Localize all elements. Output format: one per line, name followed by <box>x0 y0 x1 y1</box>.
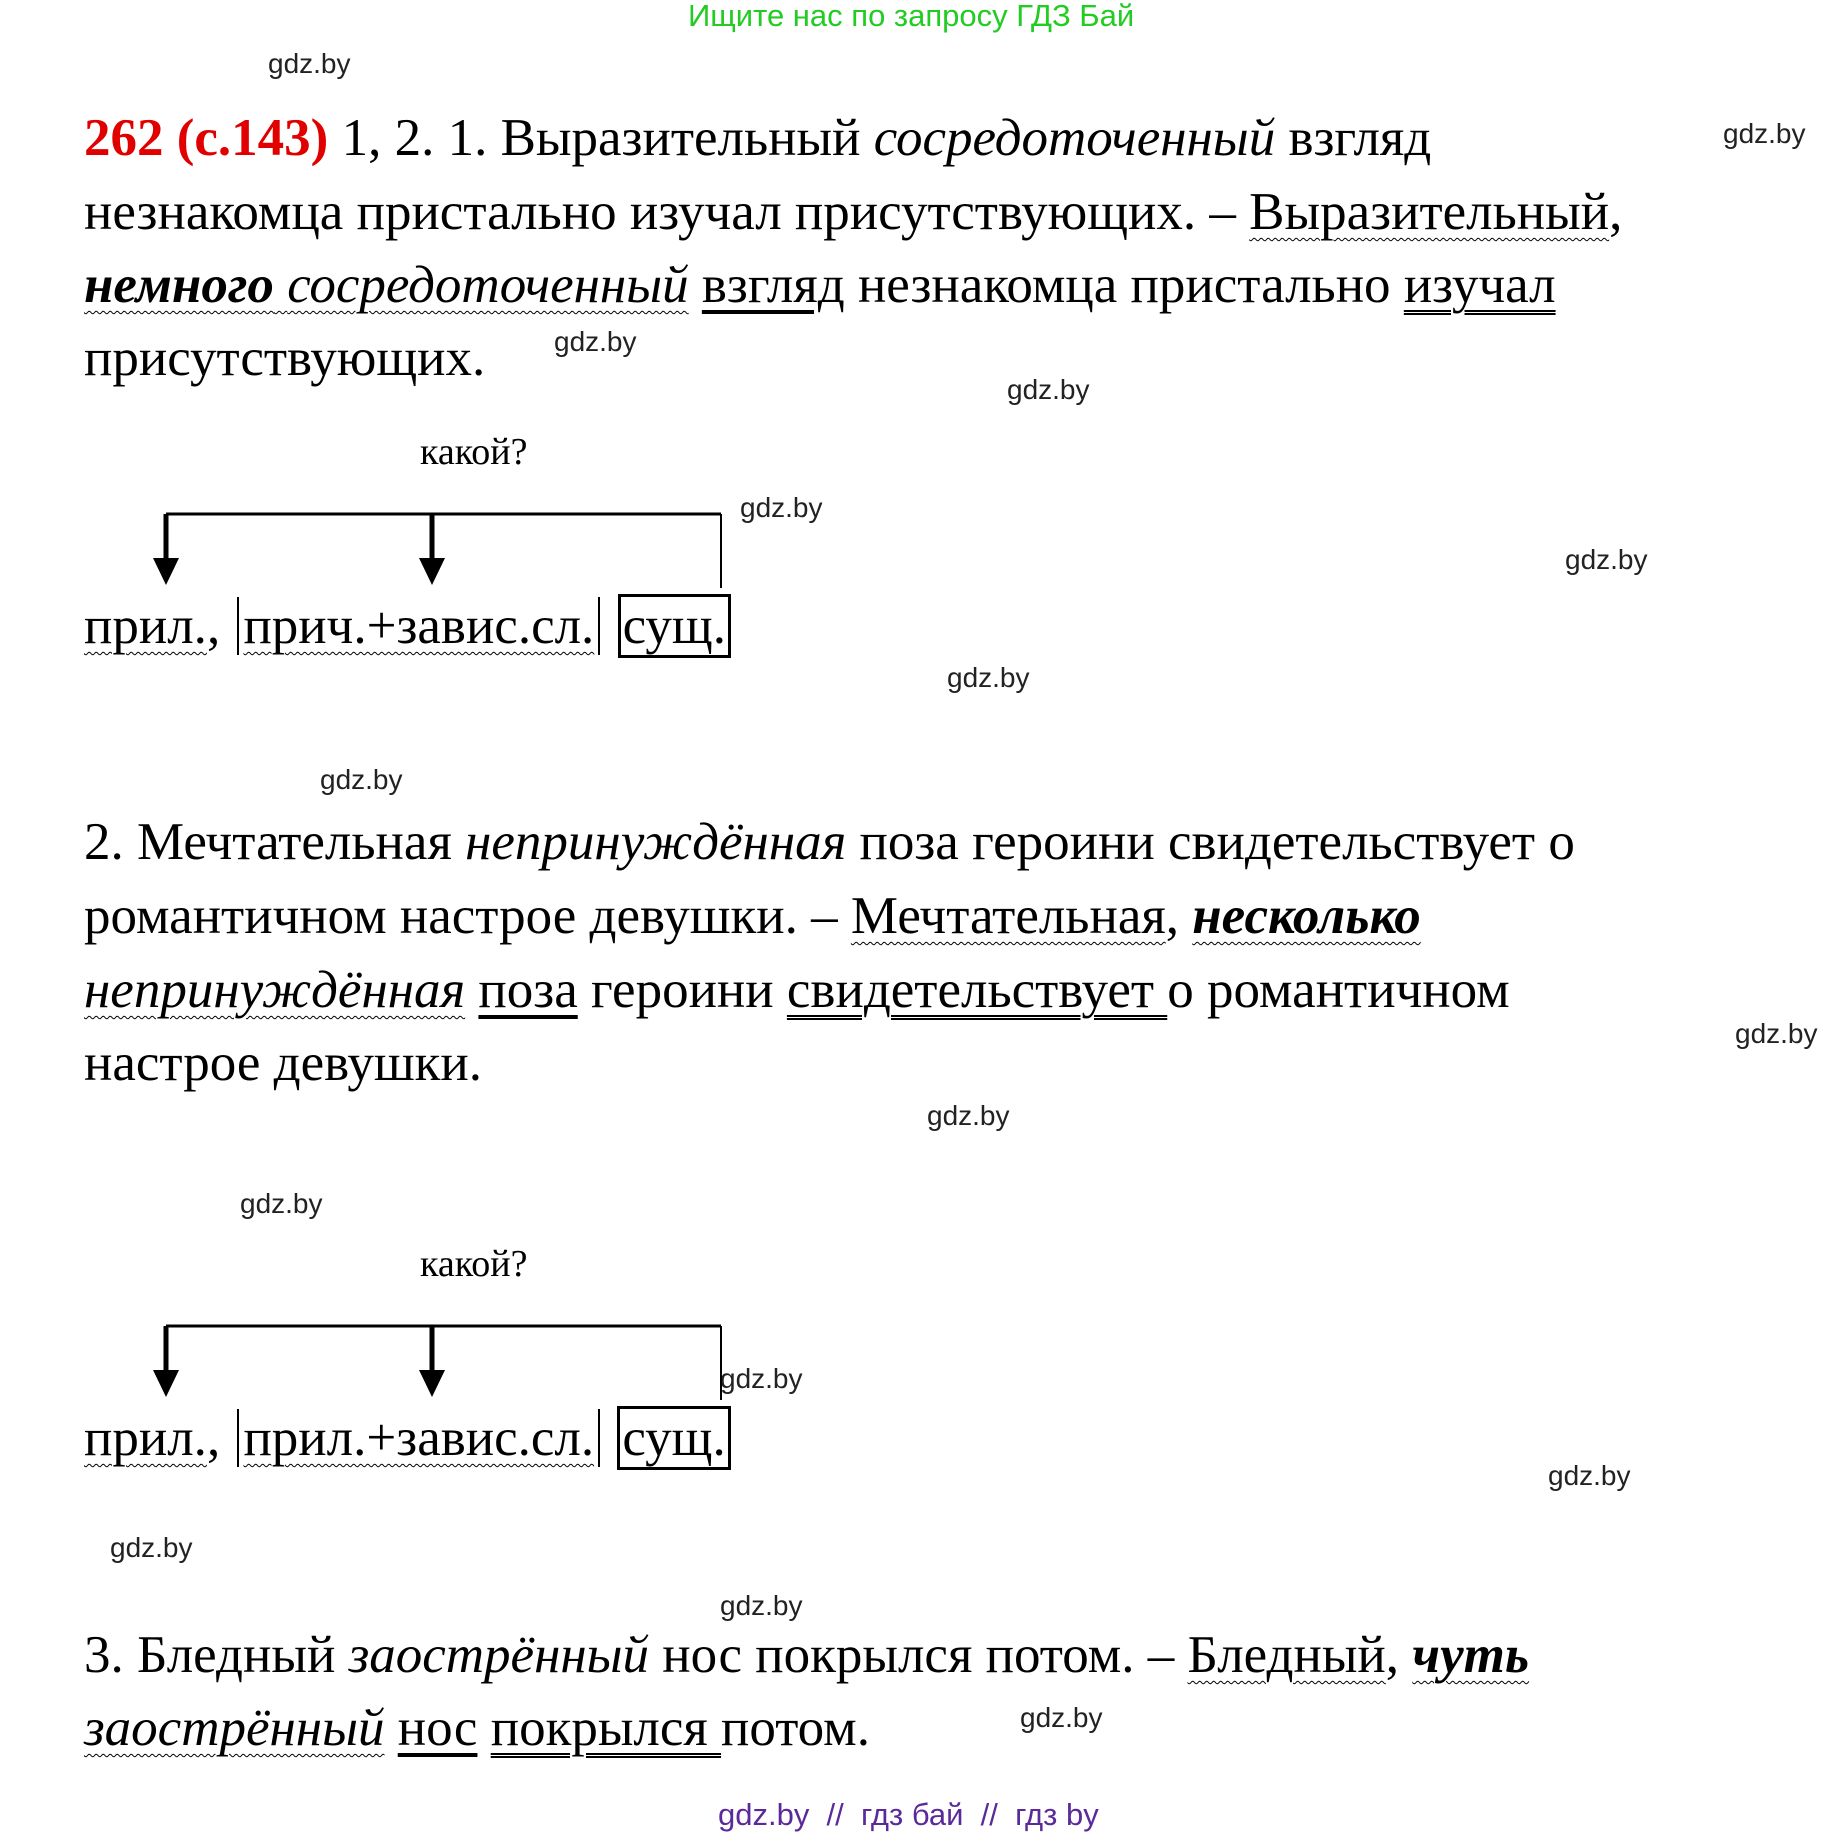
text: незнакомца пристально изучал присутствующих. – <box>84 183 1236 241</box>
watermark: gdz.by <box>947 662 1030 693</box>
comma: , <box>1165 887 1179 945</box>
attribute-word: Выразительный <box>1249 183 1610 241</box>
attribute-word: Мечтательная <box>850 887 1166 945</box>
footer-links[interactable]: gdz.by // гдз бай // гдз by <box>718 1797 1099 1832</box>
comma: , <box>206 597 221 655</box>
watermark: gdz.by <box>240 1188 323 1219</box>
watermark: gdz.by <box>740 492 823 523</box>
watermark: gdz.by <box>554 326 637 357</box>
participle-word: заострённый <box>84 1699 385 1757</box>
sentence-label: 3. <box>84 1626 124 1684</box>
text: незнакомца пристально <box>857 256 1391 314</box>
watermark: gdz.by <box>927 1100 1010 1131</box>
participle-word: сосредоточенный <box>287 256 689 314</box>
word: Выразительный <box>500 109 861 167</box>
watermark: gdz.by <box>720 1363 803 1394</box>
scheme-participle-phrase: прич.+завис.сл. <box>243 597 595 655</box>
word: взгляд <box>1288 109 1432 167</box>
phrase-boundary <box>598 1409 600 1467</box>
text: потом. <box>721 1699 870 1757</box>
watermark: gdz.by <box>720 1590 803 1621</box>
scheme-adjective: прил. <box>84 597 207 655</box>
scheme-adjective-phrase: прил.+завис.сл. <box>243 1409 595 1467</box>
comma: , <box>1385 1626 1400 1684</box>
adverb-word: несколько <box>1192 887 1421 945</box>
text: о романтичном <box>1167 961 1510 1019</box>
diagram2-question: какой? <box>420 1243 528 1285</box>
subject-word: поза <box>478 961 578 1019</box>
watermark: gdz.by <box>1548 1460 1631 1491</box>
phrase-boundary <box>237 1409 239 1467</box>
diagram1-question: какой? <box>420 431 528 473</box>
sentence3-line2 <box>84 1698 870 1758</box>
scheme-adjective: прил. <box>84 1409 207 1467</box>
predicate-word: покрылся <box>490 1699 722 1757</box>
watermark: gdz.by <box>1723 118 1806 149</box>
attribute-word: Бледный <box>1187 1626 1386 1684</box>
text: нос покрылся потом. – <box>662 1626 1175 1684</box>
predicate-word: свидетельствует <box>786 961 1168 1019</box>
participle-word: сосредоточенный <box>873 109 1276 167</box>
exercise-number: 262 (с.143) <box>84 109 329 167</box>
watermark: gdz.by <box>268 48 351 79</box>
comma: , <box>1609 183 1623 241</box>
sentence-label: 2. <box>84 813 124 871</box>
adverb-word: чуть <box>1412 1626 1530 1684</box>
text: романтичном настрое девушки. – <box>84 887 838 945</box>
subject-word: нос <box>397 1699 478 1757</box>
watermark: gdz.by <box>1735 1018 1818 1049</box>
text: героини <box>591 961 774 1019</box>
scheme-noun-box: сущ. <box>617 1406 730 1470</box>
word: Мечтательная <box>137 813 452 871</box>
search-banner: Ищите нас по запросу ГДЗ Бай <box>688 0 1135 33</box>
predicate-word: изучал <box>1403 256 1556 314</box>
watermark: gdz.by <box>1565 544 1648 575</box>
task-list: 1, 2. <box>341 109 435 167</box>
participle-word: непринуждённая <box>84 961 466 1019</box>
diagram2-scheme <box>84 1408 731 1468</box>
watermark: gdz.by <box>1020 1702 1103 1733</box>
scheme-noun-box: сущ. <box>618 594 731 658</box>
watermark: gdz.by <box>320 764 403 795</box>
sentence-label: 1. <box>447 109 488 167</box>
word: Бледный <box>137 1626 336 1684</box>
text: поза героини свидетельствует о <box>859 813 1575 871</box>
sentence2-line4: настрое девушки. <box>84 1034 483 1092</box>
subject-word: взгляд <box>701 256 845 314</box>
participle-word: заострённый <box>348 1626 650 1684</box>
participle-word: непринуждённая <box>465 813 847 871</box>
watermark: gdz.by <box>110 1532 193 1563</box>
sentence3-line1 <box>84 1625 1529 1685</box>
adverb-word: немного <box>84 256 274 314</box>
sentence1-line4: присутствующих. <box>84 329 486 387</box>
watermark: gdz.by <box>1007 374 1090 405</box>
comma: , <box>206 1409 221 1467</box>
